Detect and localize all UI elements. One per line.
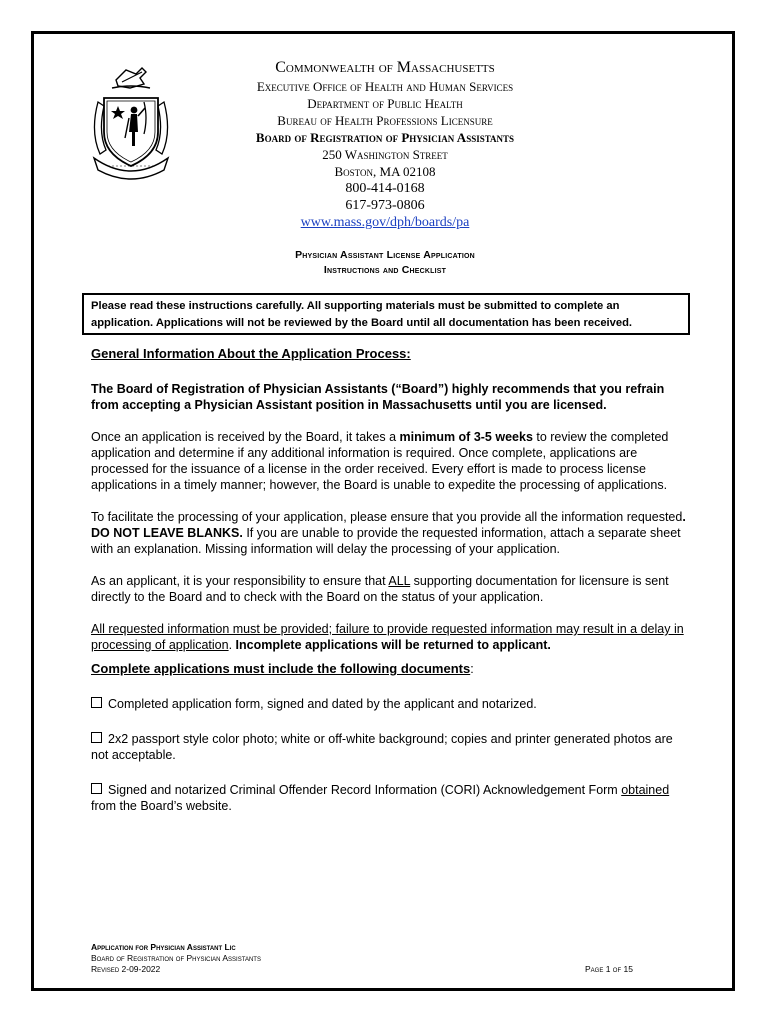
- checklist-item-application-form: [91, 696, 691, 712]
- p2-text-end: If you are unable to provide the requested information, attach a separate sheet with an explanation. Missing information will delay the processing of your application.: [91, 526, 681, 556]
- footer-revised-date: Revised 2-09-2022: [91, 964, 161, 974]
- p3-underline-text: ALL: [388, 574, 411, 588]
- checklist-item-photo: [91, 731, 691, 763]
- checklist-item-underline: obtained: [621, 783, 670, 797]
- p4-underline-text: All requested information must be provided; failure to provide requested information may result in a delay in processing of application: [91, 622, 684, 652]
- checklist-item-label-end: from the Board’s website.: [91, 799, 232, 813]
- p3-text: As an applicant, it is your responsibility to ensure that: [91, 574, 389, 588]
- p3-text-end: supporting documentation for licensure is sent directly to the Board and to check with the Board on the status of your application.: [91, 574, 669, 604]
- checkbox-icon[interactable]: [91, 783, 102, 794]
- checklist-item-label: 2x2 passport style color photo; white or off-white background; copies and printer generated photos are not acceptable.: [91, 732, 673, 762]
- document-title: [190, 248, 580, 278]
- processing-time-paragraph: [91, 429, 691, 493]
- commonwealth-name: Commonwealth of Massachusetts: [275, 59, 495, 76]
- p1-bold-text: minimum of 3-5 weeks: [399, 430, 533, 444]
- p1-text: Once an application is received by the Board, it takes a: [91, 430, 400, 444]
- checklist-item-label: Completed application form, signed and dated by the applicant and notarized.: [108, 697, 537, 711]
- document-title-line2: Instructions and Checklist: [323, 264, 447, 276]
- no-blanks-paragraph: [91, 509, 691, 557]
- p4-bold-text: Incomplete applications will be returned to applicant.: [232, 638, 551, 652]
- board-name: Board of Registration of Physician Assistants: [255, 130, 515, 145]
- recommendation-paragraph: The Board of Registration of Physician Assistants (“Board”) highly recommends that you refrain from accepting a Physician Assistant position in Massachusetts until you are licensed.: [91, 382, 665, 412]
- checklist-heading-colon: :: [470, 662, 474, 676]
- phone-1: 800-414-0168: [345, 181, 425, 196]
- responsibility-paragraph: [91, 573, 691, 605]
- checkbox-icon[interactable]: [91, 732, 102, 743]
- checklist-heading: [91, 661, 691, 677]
- p2-text: To facilitate the processing of your application, please ensure that you provide all the information requested: [91, 510, 683, 524]
- footer-board-name: Board of Registration of Physician Assistants: [91, 953, 261, 963]
- general-info-heading: General Information About the Application Process:: [91, 346, 411, 361]
- incomplete-warning-paragraph: [91, 621, 691, 653]
- footer-info: [91, 942, 261, 975]
- page-number: Page 1 of 15: [585, 964, 633, 974]
- website-link[interactable]: www.mass.gov/dph/boards/pa: [300, 215, 470, 230]
- checklist-item-label: Signed and notarized Criminal Offender Record Information (CORI) Acknowledgement Form: [108, 783, 622, 797]
- instructions-notice: Please read these instructions carefully. All supporting materials must be submitted to complete an application. Applications will not be reviewed by the Board until all documentation has been received.: [82, 293, 690, 335]
- bureau-name: Bureau of Health Professions Licensure: [277, 113, 493, 128]
- department-name: Department of Public Health: [307, 96, 463, 111]
- massachusetts-seal-icon: [82, 62, 180, 184]
- street-address: 250 Washington Street: [322, 147, 448, 162]
- checklist-heading-text: Complete applications must include the following documents: [91, 661, 471, 676]
- checkbox-icon[interactable]: [91, 697, 102, 708]
- p4-period: .: [228, 638, 233, 652]
- city-address: Boston, MA 02108: [334, 164, 436, 179]
- phone-2: 617-973-0806: [345, 198, 425, 213]
- checklist-item-cori-form: [91, 782, 691, 814]
- office-name: Executive Office of Health and Human Services: [256, 79, 514, 94]
- p1-text-end: to review the completed application and determine if any additional information is required. Once complete, applications are processed for the issuance of a license in the order received. Every effort is made to process license applications in a timely manner; however, the Board is unable to expedite the processing of applications.: [91, 430, 669, 492]
- p2-bold-text: . DO NOT LEAVE BLANKS.: [91, 510, 686, 540]
- footer-form-name: Application for Physician Assistant Lic: [91, 942, 236, 952]
- letterhead: [190, 58, 580, 231]
- main-content: [91, 346, 691, 814]
- document-title-line1: Physician Assistant License Application: [295, 249, 475, 261]
